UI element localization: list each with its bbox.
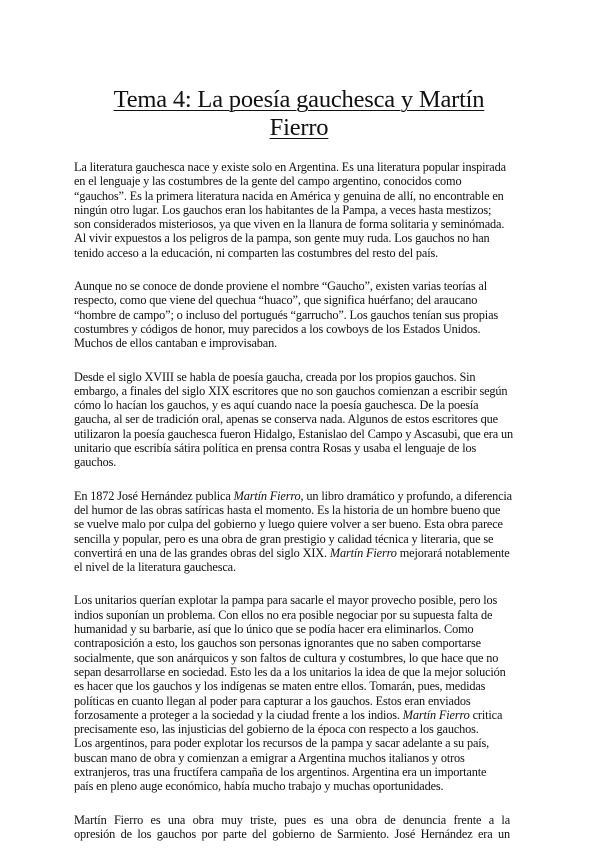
text-line: son considerados misteriosos, ya que viven en la llanura de forma solitaria y seminómada. (74, 217, 505, 232)
text-line: contraposición a esto, los gauchos son personas ignorantes que no saben comportarse (74, 636, 481, 651)
text-line: humanidad y su barbarie, así que lo único que se podía hacer era eliminarlos. Como (74, 622, 474, 637)
text-line: del humor de las obras satíricas hasta el momento. Es la historia de un hombre bueno que (74, 502, 501, 517)
paragraph-1 (74, 160, 510, 260)
text-line: sencilla y popular, pero es una obra de gran prestigio y calidad técnica y literaria, que se (74, 531, 494, 546)
text-line: el nivel de la literatura gauchesca. (74, 560, 236, 575)
text-line: Al vivir expuestos a los peligros de la pampa, son gente muy ruda. Los gauchos no han (74, 231, 490, 246)
text-run: mejorará notablemente (396, 545, 510, 560)
text-line: Los unitarios querían explotar la pampa para sacarle el mayor provecho posible, pero los (74, 593, 498, 608)
paragraph-5 (74, 593, 510, 793)
text-line: socialmente, que son anárquicos y son faltos de cultura y costumbres, lo que hace que no (74, 650, 499, 665)
paragraph-3 (74, 369, 513, 470)
text-line: Martín Fierro es una obra muy triste, pues es una obra de denuncia frente a la (74, 812, 510, 827)
text-run: critica (469, 707, 503, 722)
text-line: precisamente eso, las injusticias del gobierno de la época con respecto a los gauchos. (74, 722, 479, 737)
text-line: costumbres y códigos de honor, muy parecidos a los cowboys de los Estados Unidos. (74, 321, 481, 336)
document-title: Tema 4: La poesía gauchesca y Martín Fierro (113, 86, 485, 141)
text-line: embargo, a finales del siglo XIX escritores que no son gauchos comienzan a escribir según (74, 383, 508, 398)
paragraph-6 (74, 813, 510, 842)
text-line: indios suponían un problema. Con ellos no era posible negociar por su supuesta falta de (74, 607, 493, 622)
text-line (74, 489, 510, 503)
text-line: unitario que escribía sátira política en prensa contra Rosas y usaba el lenguaje de los (74, 441, 477, 456)
text-line: ningún otro lugar. Los gauchos eran los habitantes de la Pampa, a veces hasta mestizos; (74, 202, 492, 217)
text-line: Aunque no se conoce de donde proviene el nombre “Gaucho”, existen varias teorías al (74, 279, 487, 294)
text-line (74, 546, 510, 560)
text-line: Los argentinos, para poder explotar los recursos de la pampa y sacar adelante a su país, (74, 736, 490, 751)
paragraph-2 (74, 279, 510, 350)
book-title-italic: Martín Fierro (233, 488, 301, 503)
text-line: Desde el siglo XVIII se habla de poesía gaucha, creada por los propios gauchos. Sin (74, 369, 476, 384)
text-run: convertirá en una de las grandes obras del siglo XIX. (74, 545, 330, 560)
text-line (74, 708, 510, 722)
text-line: país en pleno auge económico, había mucho trabajo y muchas oportunidades. (74, 779, 444, 794)
text-line: “gauchos”. Es la primera literatura nacida en América y genuina de allí, no encontrable en (74, 188, 504, 203)
text-run: En 1872 José Hernández publica (74, 488, 234, 503)
text-line: gauchos. (74, 455, 117, 470)
text-line: políticas en cuanto llegan al poder para capturar a los gauchos. Estos eran enviados (74, 693, 471, 708)
text-line: buscan mano de obra y comienzan a emigrar a Argentina muchos italianos y otros (74, 750, 465, 765)
text-line: sepan desarrollarse en sociedad. Esto les da a los unitarios la idea de que la mejor solución (74, 664, 506, 679)
text-line: tenido acceso a la educación, ni comparten las costumbres del resto del país. (74, 245, 439, 260)
text-line: se vuelve malo por culpa del gobierno y luego quiere volver a ser bueno. Esta obra parece (74, 517, 503, 532)
paragraph-4 (74, 489, 510, 575)
text-line: es hacer que los gauchos y los indígenas se maten entre ellos. Tomarán, pues, medidas (74, 679, 486, 694)
text-line: “hombre de campo”; o incluso del portugués “garrucho”. Los gauchos tenían sus propias (74, 307, 499, 322)
text-line: en el lenguaje y las costumbres de la gente del campo argentino, conocidos como (74, 174, 462, 189)
text-line: respecto, como que viene del quechua “huaco”, que significa huérfano; del araucano (74, 293, 478, 308)
book-title-italic: Martín Fierro (402, 707, 470, 722)
text-run: forzosamente a proteger a la sociedad y la ciudad frente a los indios. (74, 707, 403, 722)
text-line: La literatura gauchesca nace y existe solo en Argentina. Es una literatura popular inspirada (74, 160, 506, 174)
text-line: extranjeros, tras una fructífera campaña de los argentinos. Argentina era un importante (74, 764, 487, 779)
text-line: gaucha, al ser de tradición oral, apenas se conserva nada. Algunos de estos escritores que (74, 412, 498, 427)
book-title-italic: Martín Fierro (329, 545, 397, 560)
text-line: opresión de los gauchos por parte del gobierno de Sarmiento. José Hernández era un (74, 826, 510, 841)
text-line: utilizaron la poesía gauchesca fueron Hidalgo, Estanislao del Campo y Ascasubi, que era un (74, 426, 513, 441)
text-line: cómo lo hacían los gauchos, y es aquí cuando nace la poesía gauchesca. De la poesía (74, 398, 479, 413)
text-line: Muchos de ellos cantaban e improvisaban. (74, 336, 277, 351)
text-run: , un libro dramático y profundo, a diferencia (300, 488, 512, 503)
